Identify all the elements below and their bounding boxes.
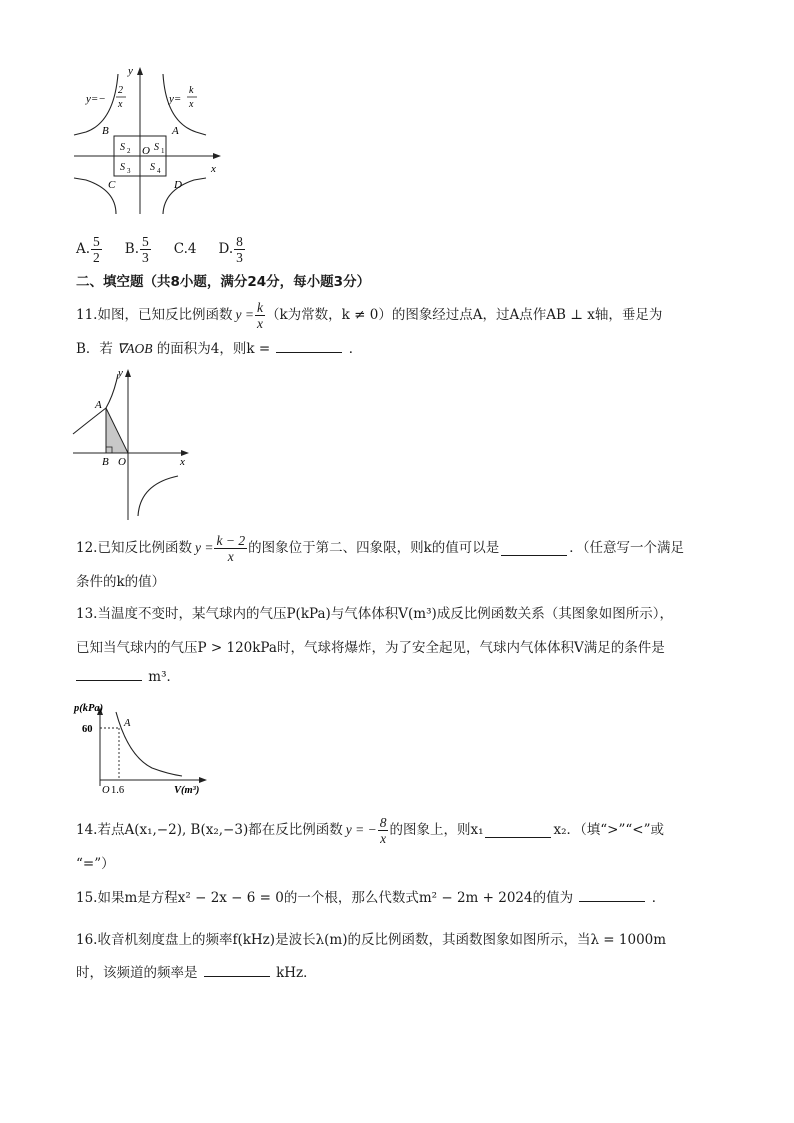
q14-eq-lhs: y = −: [345, 822, 377, 837]
q11-figure: [68, 364, 198, 522]
q12-fraction: [214, 533, 247, 564]
option-d-num: 8: [236, 233, 243, 249]
q10-curve-right-den: x: [189, 99, 194, 110]
q10-figure: [66, 62, 236, 222]
option-d-prefix: D.: [218, 241, 234, 257]
q14-text-2: 的图象上，则x₁: [389, 822, 484, 838]
option-d[interactable]: [219, 234, 246, 265]
q13-line-3: [76, 666, 180, 687]
q10-curve-right-label: y=: [169, 93, 182, 105]
q10-curve-right-num: k: [189, 85, 194, 96]
q15-text-1: 15.如果m是方程x² − 2x − 6 = 0的一个根，那么代数式m² − 2m + 2024的值为: [76, 890, 574, 906]
option-c-text: C.4: [173, 241, 197, 257]
option-b-prefix: B.: [124, 241, 140, 257]
q14-fraction: [378, 815, 389, 846]
option-b[interactable]: [125, 234, 152, 265]
q10-point-a: A: [172, 125, 179, 137]
q13-line-1: 13.当温度不变时，某气球内的气压P(kPa)与气体体积V(m³)成反比例函数关系（其图象如图所示），: [76, 606, 674, 622]
q10-s2-sub: 2: [127, 147, 131, 155]
q13-text-3: m³．: [148, 669, 181, 685]
option-a-fraction: [91, 234, 102, 265]
q16-text-2: 时，该频道的频率是: [76, 965, 198, 981]
q14-line-1: [76, 812, 664, 848]
q13-figure: [70, 698, 220, 802]
q10-curve-left-den: x: [118, 99, 123, 110]
q10-s4: S: [150, 162, 155, 173]
section-2-title: 二、填空题（共8小题，满分24分，每小题3分）: [76, 274, 371, 290]
q11-text-2: （k为常数，k ≠ 0）的图象经过点A，过A点作AB ⊥ x轴，垂足为: [265, 307, 663, 323]
q13-x-tick: 1.6: [111, 785, 125, 796]
q11-point-b: B: [102, 456, 109, 468]
q13-y-tick: 60: [82, 724, 93, 735]
q11-origin: O: [118, 456, 126, 468]
q14-frac-den: x: [380, 830, 387, 846]
q10-s3-sub: 3: [127, 167, 131, 175]
q10-point-d: D: [174, 179, 182, 191]
q12-answer-blank[interactable]: [501, 541, 567, 556]
q11-answer-blank[interactable]: [276, 338, 342, 353]
option-d-den: 3: [236, 249, 243, 265]
q12-text-1: 12.已知反比例函数: [76, 540, 192, 556]
q11-triangle: ∇AOB: [117, 341, 153, 356]
q11-text-4: 的面积为4，则k =: [156, 341, 271, 357]
q12-line-2: 条件的k的值）: [76, 574, 166, 590]
q10-curve-left-label: y=−: [86, 93, 106, 105]
q16-line-2: [76, 962, 317, 983]
q10-point-c: C: [108, 179, 116, 191]
q15-answer-blank[interactable]: [579, 887, 645, 902]
q12-text-3: ．（任意写一个满足: [569, 540, 685, 556]
q11-frac-den: x: [256, 315, 263, 331]
q16-line-1: 16.收音机刻度盘上的频率f(kHz)是波长λ(m)的反比例函数，其函数图象如图所示，当λ = 1000m: [76, 932, 667, 948]
q13-origin: O: [102, 785, 110, 796]
q12-frac-num: k − 2: [216, 532, 246, 548]
q11-line-2: [76, 338, 362, 359]
option-a-num: 5: [93, 233, 100, 249]
q16-text-3: kHz．: [276, 965, 317, 981]
q13-line-2: 已知当气球内的气压P > 120kPa时，气球将爆炸，为了安全起见，气球内气体体积V满足的条件是: [76, 640, 665, 656]
q12-line-1: [76, 530, 684, 566]
q16-answer-blank[interactable]: [204, 962, 270, 977]
q11-point-a: A: [95, 399, 102, 411]
q11-eq-lhs: y =: [235, 307, 254, 322]
option-b-num: 5: [142, 233, 149, 249]
q10-s2: S: [120, 142, 125, 153]
q13-y-axis-label: p(kPa): [74, 703, 104, 714]
q11-line-1: [76, 298, 662, 332]
q10-s1: S: [154, 142, 159, 153]
q10-options: [76, 232, 268, 266]
q11-text-1: 11.如图，已知反比例函数: [76, 307, 233, 323]
option-d-fraction: [234, 234, 245, 265]
q10-curve-left-num: 2: [118, 85, 123, 96]
q14-answer-blank[interactable]: [485, 823, 551, 838]
option-c[interactable]: [174, 239, 197, 259]
q11-fraction: [255, 300, 265, 331]
q10-origin: O: [142, 145, 150, 157]
q15-line-1: [76, 887, 665, 908]
q13-point-a: A: [124, 718, 131, 729]
q12-frac-den: x: [227, 548, 234, 564]
option-a-prefix: A.: [76, 241, 91, 257]
q11-text-3: B．若: [76, 341, 113, 357]
q10-point-b: B: [102, 125, 109, 137]
q10-s3: S: [120, 162, 125, 173]
q15-text-2: ．: [651, 890, 666, 906]
q14-line-2: “=”）: [76, 856, 115, 872]
q12-eq-lhs: y =: [194, 540, 214, 555]
q11-axis-y: y: [118, 367, 123, 379]
q10-axis-x: x: [211, 163, 216, 175]
option-a[interactable]: [76, 234, 103, 265]
q14-text-1: 14.若点A(x₁,−2), B(x₂,−3)都在反比例函数: [76, 822, 343, 838]
q14-text-3: x₂．（填“>”“<”或: [553, 822, 664, 838]
option-a-den: 2: [93, 249, 100, 265]
option-b-den: 3: [142, 249, 149, 265]
q11-axis-x: x: [180, 456, 185, 468]
q11-text-5: ．: [348, 341, 363, 357]
q10-s1-sub: 1: [161, 147, 165, 155]
option-b-fraction: [140, 234, 151, 265]
q14-frac-num: 8: [379, 814, 387, 830]
q11-frac-num: k: [256, 299, 263, 315]
q12-text-2: 的图象位于第二、四象限，则k的值可以是: [248, 540, 500, 556]
q13-x-axis-label: V(m³): [174, 785, 200, 796]
q13-answer-blank[interactable]: [76, 666, 142, 681]
q10-axis-y: y: [128, 65, 133, 77]
q10-s4-sub: 4: [157, 167, 161, 175]
